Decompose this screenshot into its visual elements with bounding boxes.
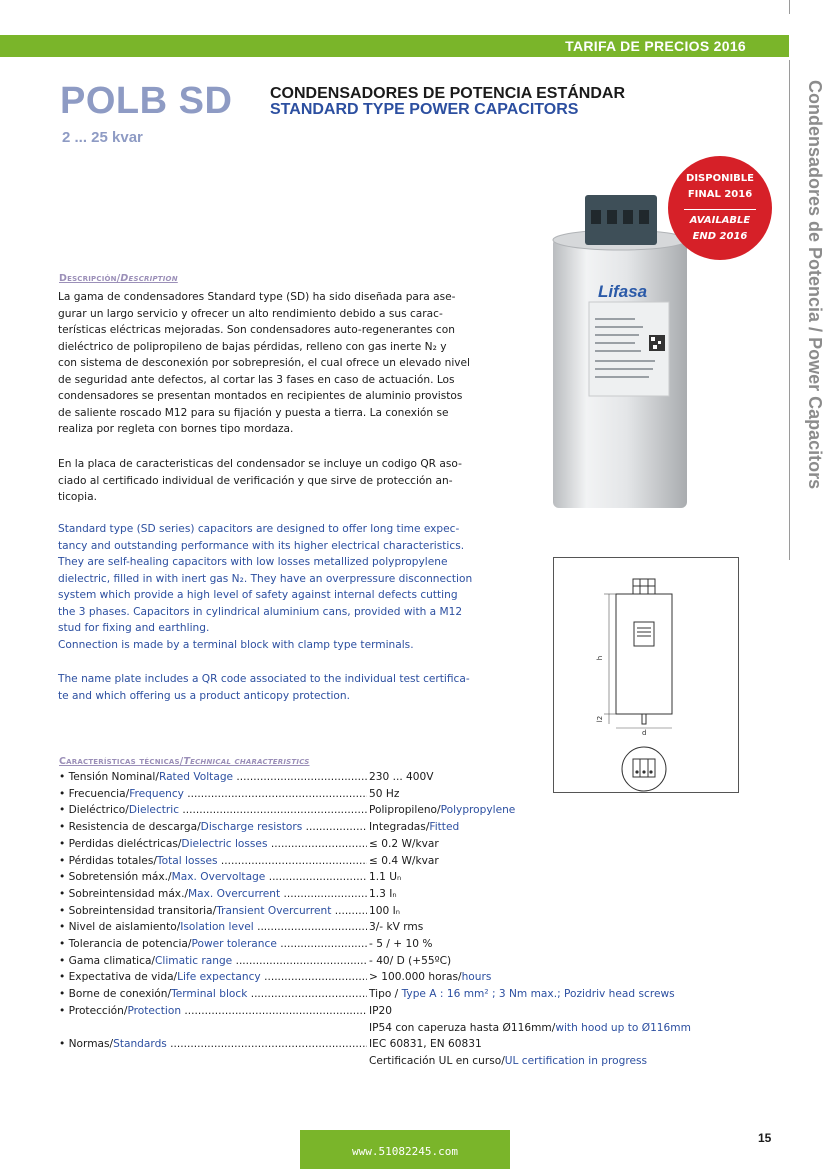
spec-label <box>59 804 367 816</box>
spec-row <box>59 871 739 887</box>
badge-line-2: FINAL 2016 <box>687 189 753 200</box>
product-title-es: CONDENSADORES DE POTENCIA ESTÁNDAR <box>270 85 625 102</box>
spec-row <box>59 771 739 787</box>
spec-label-en: Standards <box>113 1038 167 1051</box>
spec-label-es: • Expectativa de vida/ <box>59 971 178 984</box>
description-line: de saliente roscado M12 para su fijación y puesta a tierra. La conexión se <box>58 406 449 419</box>
spec-label-en: Discharge resistors <box>200 821 303 834</box>
spec-value-es: 3/- kV rms <box>369 921 424 934</box>
spec-row <box>59 905 739 921</box>
spec-label-es: • Resistencia de descarga/ <box>59 821 201 834</box>
spec-label <box>59 771 367 783</box>
page-number: 15 <box>758 1131 772 1145</box>
spec-value-es: IEC 60831, EN 60831 <box>369 1038 482 1051</box>
spec-label <box>59 921 367 933</box>
product-name: POLB SD <box>60 80 233 122</box>
specs-heading-es: Características técnicas/ <box>59 756 184 767</box>
badge-line-1: DISPONIBLE <box>686 173 754 184</box>
spec-row <box>59 938 739 954</box>
description-line: terísticas eléctricas mejoradas. Son condensadores auto-regenerantes con <box>58 324 455 336</box>
spec-label <box>59 821 367 833</box>
spec-value-en: with hood up to Ø116mm <box>555 1021 691 1034</box>
description-line: condensadores se presentan montados en recipientes de aluminio provistos <box>58 390 463 402</box>
spec-label-es: • Dieléctrico/ <box>59 804 129 817</box>
spec-row <box>59 988 739 1004</box>
badge-divider <box>684 209 756 210</box>
spec-row <box>59 1055 739 1071</box>
spec-value <box>369 888 397 900</box>
spec-label-en: Power tolerance <box>191 938 277 950</box>
spec-value-es: > 100.000 horas/ <box>369 971 462 984</box>
spec-label <box>59 855 367 867</box>
spec-value <box>369 905 400 917</box>
spec-row <box>59 971 739 987</box>
spec-value-es: 230 ... 400V <box>369 771 434 783</box>
description-line: La gama de condensadores Standard type (SD) ha sido diseñada para ase- <box>58 291 456 303</box>
spec-label-es: • Nivel de aislamiento/ <box>59 921 181 934</box>
product-title-en: STANDARD TYPE POWER CAPACITORS <box>270 101 579 118</box>
spec-row <box>59 855 739 871</box>
spec-label-es: • Frecuencia/ <box>59 787 130 800</box>
spec-row <box>59 921 739 937</box>
spec-value-es: IP54 con caperuza hasta Ø116mm/ <box>369 1021 556 1034</box>
description-en <box>58 521 478 653</box>
dimension-d-label: d <box>642 729 647 737</box>
spec-value-es: - 40/ D (+55ºC) <box>369 954 452 967</box>
spec-value <box>369 871 401 883</box>
description-heading-es: Descripción/ <box>59 273 121 284</box>
dimension-h-label: h <box>596 655 605 661</box>
spec-value <box>369 771 434 783</box>
footer-website: www.51082245.com <box>300 1130 510 1169</box>
spec-value-es: 50 Hz <box>369 787 400 800</box>
spec-label-en: Protection <box>127 1004 182 1017</box>
description-heading <box>59 273 178 284</box>
badge-line-4: END 2016 <box>692 231 748 242</box>
spec-value <box>369 955 451 967</box>
description-es-qr <box>58 456 478 506</box>
spec-label-en: Dielectric losses <box>181 837 268 850</box>
header-bar <box>0 35 789 57</box>
spec-label-en: Rated Voltage <box>158 771 234 783</box>
spec-value <box>369 971 491 983</box>
spec-value-en: hours <box>461 971 492 984</box>
spec-value <box>369 788 399 800</box>
spec-label-es: • Borne de conexión/ <box>59 988 172 1001</box>
spec-label-es: • Tolerancia de potencia/ <box>59 938 192 950</box>
spec-label-es: • Perdidas dieléctricas/ <box>59 837 182 850</box>
spec-label <box>59 938 367 950</box>
availability-badge <box>668 156 772 260</box>
description-line: En la placa de caracteristicas del condensador se incluye un codigo QR aso- <box>58 458 462 470</box>
description-line: ciado al certificado individual de verificación y que sirve de protección an- <box>58 474 453 487</box>
spec-row <box>59 888 739 904</box>
spec-row <box>59 788 739 804</box>
description-heading-en: Description <box>120 273 178 284</box>
spec-value <box>369 938 432 950</box>
spec-label-es: • Sobretensión máx./ <box>59 871 172 884</box>
description-line: the 3 phases. Capacitors in cylindrical aluminium cans, provided with a M12 <box>58 605 463 618</box>
spec-value-es: - 5 / + 10 % <box>369 938 433 950</box>
description-en-qr <box>58 671 478 704</box>
description-line: system which provide a high level of safety against internal defects cutting <box>58 589 458 601</box>
specs-heading-en: Technical characteristics <box>183 756 310 767</box>
dimension-diagram <box>553 557 739 793</box>
spec-value <box>369 855 439 867</box>
brand-logo: Lifasa <box>598 282 648 301</box>
spec-value-es: 100 Iₙ <box>369 904 400 917</box>
description-line: stud for fixing and earthling. <box>58 622 210 634</box>
description-line: te and which offering us a product anticopy protection. <box>58 689 350 702</box>
spec-label <box>59 955 367 967</box>
spec-label-en: Max. Overvoltage <box>171 871 266 884</box>
spec-value-es: IP20 <box>369 1004 392 1017</box>
description-line: de seguridad ante defectos, al cortar las 3 fases en caso de actuación. Los <box>58 373 455 386</box>
spec-value-es: Certificación UL en curso/ <box>369 1054 505 1067</box>
spec-row <box>59 1022 739 1038</box>
side-rule <box>789 60 790 560</box>
spec-value-es: 1.3 Iₙ <box>369 887 397 900</box>
description-line: realiza por regleta con bornes tipo mordaza. <box>58 423 294 435</box>
spec-value-en: Type A : 16 mm² ; 3 Nm max.; Pozidriv head screws <box>401 988 675 1001</box>
spec-label-en: Life expectancy <box>177 971 261 984</box>
spec-value <box>369 921 423 933</box>
description-es <box>58 289 478 438</box>
spec-label-es: • Sobreintensidad máx./ <box>59 887 189 900</box>
side-title: Condensadores de Potencia / Power Capacitors <box>805 80 825 490</box>
spec-value <box>369 821 459 833</box>
spec-value-es: Tipo / <box>369 988 402 1001</box>
spec-value-es: Polipropileno/ <box>369 804 441 817</box>
spec-value <box>369 1022 691 1034</box>
spec-label <box>59 1038 367 1050</box>
specs-table <box>59 771 739 1071</box>
spec-value-es: 1.1 Uₙ <box>369 871 402 884</box>
description-line: Connection is made by a terminal block with clamp type terminals. <box>58 638 414 651</box>
spec-label <box>59 905 367 917</box>
spec-label-en: Total losses <box>156 854 218 867</box>
description-line: dieléctrico de polipropileno de bajas pérdidas, relleno con gas inerte N₂ y <box>58 340 447 353</box>
spec-row <box>59 955 739 971</box>
spec-row <box>59 804 739 820</box>
spec-value-en: UL certification in progress <box>504 1054 648 1067</box>
description-line: Standard type (SD series) capacitors are designed to offer long time expec- <box>58 523 460 535</box>
spec-label <box>59 988 367 1000</box>
spec-value <box>369 1005 392 1017</box>
spec-row <box>59 1005 739 1021</box>
dimension-l2-label: l2 <box>596 715 605 723</box>
spec-label <box>59 838 367 850</box>
spec-value <box>369 988 675 1000</box>
spec-label-es: • Gama climatica/ <box>59 954 156 967</box>
spec-label-en: Dielectric <box>128 804 180 817</box>
spec-label-es: • Protección/ <box>59 1004 128 1017</box>
spec-label-en: Frequency <box>129 787 184 800</box>
description-line: gurar un largo servicio y ofrecer un alto rendimiento debido a sus carac- <box>58 307 443 320</box>
specs-heading <box>59 756 310 767</box>
description-line: tancy and outstanding performance with its higher electrical characteristics. <box>58 539 465 552</box>
spec-value <box>369 1055 647 1067</box>
side-rule-top <box>789 0 790 14</box>
description-line: con sistema de desconexión por sobrepresión, el cual ofrece un elevado nivel <box>58 357 470 369</box>
spec-value-es: Integradas/ <box>369 821 430 834</box>
spec-value-en: Polypropylene <box>440 804 516 817</box>
description-line: dielectric, filled in with inert gas N₂. They have an overpressure disconnection <box>58 572 473 585</box>
spec-value <box>369 804 515 816</box>
spec-label-en: Climatic range <box>155 954 233 967</box>
spec-value-en: Fitted <box>429 821 460 834</box>
spec-label-en: Terminal block <box>171 988 248 1001</box>
spec-label-en: Transient Overcurrent <box>216 904 332 917</box>
spec-label <box>59 871 367 883</box>
description-line: ticopia. <box>58 491 97 503</box>
price-list-title: TARIFA DE PRECIOS 2016 <box>565 38 746 54</box>
spec-label <box>59 788 367 800</box>
spec-label <box>59 971 367 983</box>
description-line: They are self-healing capacitors with low losses metallized polypropylene <box>58 556 448 568</box>
spec-label-es: • Pérdidas totales/ <box>59 854 157 867</box>
spec-label-es: • Normas/ <box>59 1038 114 1051</box>
spec-row <box>59 821 739 837</box>
spec-value <box>369 1038 482 1050</box>
spec-value <box>369 838 439 850</box>
spec-value-es: ≤ 0.2 W/kvar <box>369 837 439 850</box>
description-line: The name plate includes a QR code associated to the individual test certifica- <box>58 673 470 685</box>
spec-label <box>59 1005 367 1017</box>
spec-label-en: Isolation level <box>180 921 254 934</box>
product-range: 2 ... 25 kvar <box>62 129 143 146</box>
spec-label-en: Max. Overcurrent <box>188 887 281 900</box>
spec-row <box>59 1038 739 1054</box>
spec-value-es: ≤ 0.4 W/kvar <box>369 854 439 867</box>
spec-row <box>59 838 739 854</box>
spec-label-es: • Sobreintensidad transitoria/ <box>59 904 217 917</box>
spec-label <box>59 888 367 900</box>
badge-line-3: AVAILABLE <box>689 215 751 226</box>
spec-label-es: • Tensión Nominal/ <box>59 771 159 783</box>
